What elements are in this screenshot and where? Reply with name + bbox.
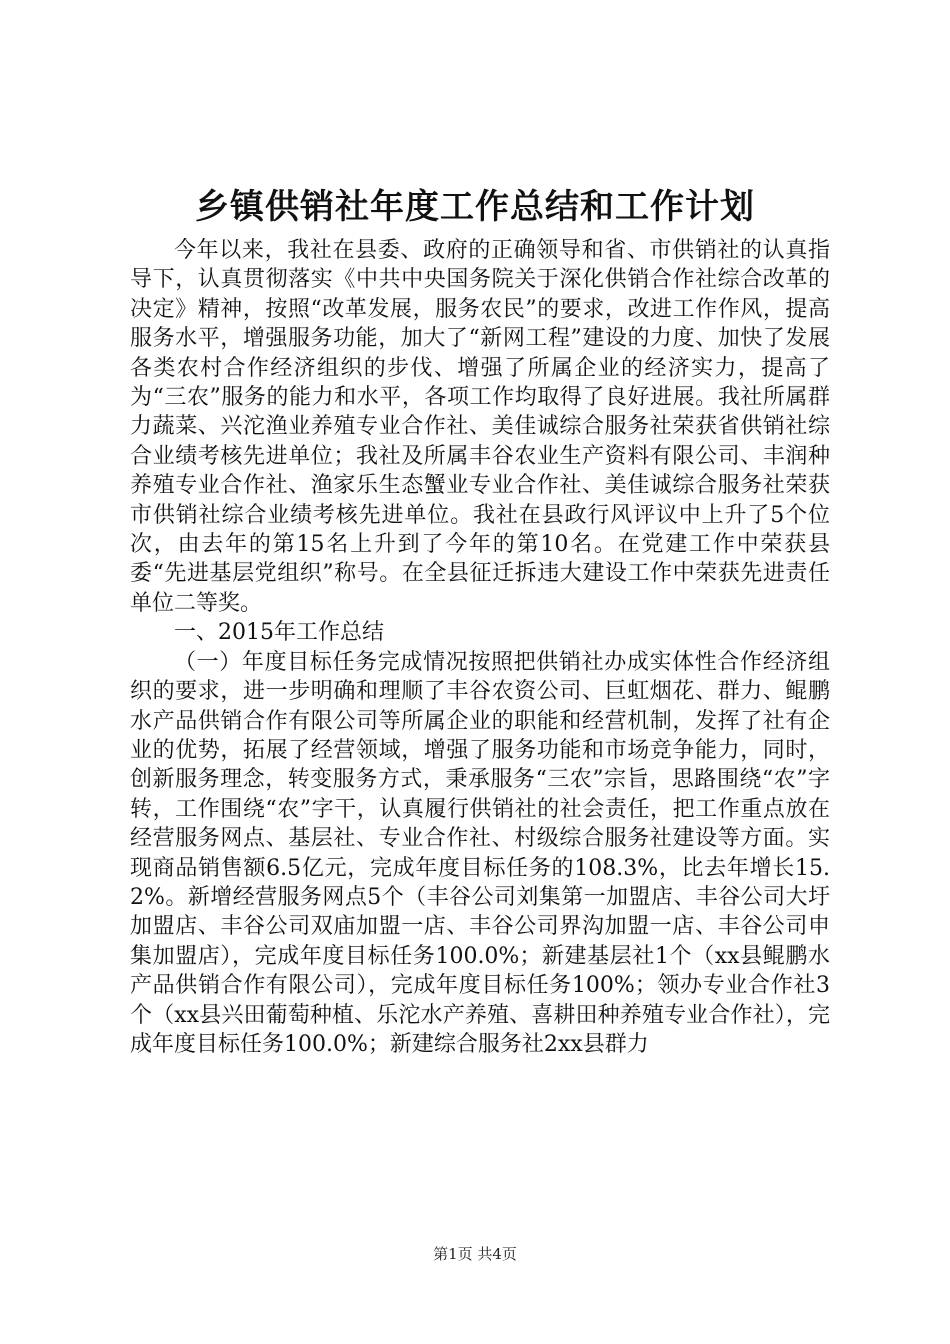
section-heading: 一、2015年工作总结 bbox=[174, 620, 384, 646]
intro-paragraph: 今年以来，我社在县委、政府的正确领导和省、市供销社的认真指导下，认真贯彻落实《中共中央国务院关于深化供销合作社综合改革的决定》精神，按照“改革发展，服务农民”的要求，改进工作作风，提高服务水平，增强服务功能，加大了“新网工程”建设的力度、加快了发展各类农村合作经济组织的步伐、增强了所属企业的经济实力，提高了为“三农”服务的能力和水平，各项工作均取得了良好进展。我社所属群力蔬菜、兴沱渔业养殖专业合作社、美佳诚综合服务社荣获省供销社综合业绩考核先进单位；我社及所属丰谷农业生产资料有限公司、丰润种养殖专业合作社、渔家乐生态蟹业专业合作社、美佳诚综合服务社荣获市供销社综合业绩考核先进单位。我社在县政行风评议中上升了5个位次，由去年的第15名上升到了今年的第10名。在党建工作中荣获县委“先进基层党组织”称号。在全县征迁拆违大建设工作中荣获先进责任单位二等奖。 bbox=[130, 238, 830, 616]
document-body bbox=[130, 236, 830, 1059]
document-title: 乡镇供销社年度工作总结和工作计划 bbox=[195, 187, 755, 227]
page-footer: 第1页 共4页 bbox=[433, 1245, 517, 1263]
summary-paragraph: （一）年度目标任务完成情况按照把供销社办成实体性合作经济组织的要求，进一步明确和理顺了丰谷农资公司、巨虹烟花、群力、鲲鹏水产品供销合作有限公司等所属企业的职能和经营机制，发挥了社有企业的优势，拓展了经营领域，增强了服务功能和市场竞争能力，同时，创新服务理念，转变服务方式，秉承服务“三农”宗旨，思路围绕“农”字转，工作围绕“农”字干，认真履行供销社的社会责任，把工作重点放在经营服务网点、基层社、专业合作社、村级综合服务社建设等方面。实现商品销售额6.5亿元，完成年度目标任务的108.3%，比去年增长15.2%。新增经营服务网点5个（丰谷公司刘集第一加盟店、丰谷公司大圩加盟店、丰谷公司双庙加盟一店、丰谷公司界沟加盟一店、丰谷公司申集加盟店），完成年度目标任务100.0%；新建基层社1个（xx县鲲鹏水产品供销合作有限公司），完成年度目标任务100%；领办专业合作社3个（xx县兴田葡萄种植、乐沱水产养殖、喜耕田种养殖专业合作社），完成年度目标任务100.0%；新建综合服务社2xx县群力 bbox=[130, 649, 830, 1057]
